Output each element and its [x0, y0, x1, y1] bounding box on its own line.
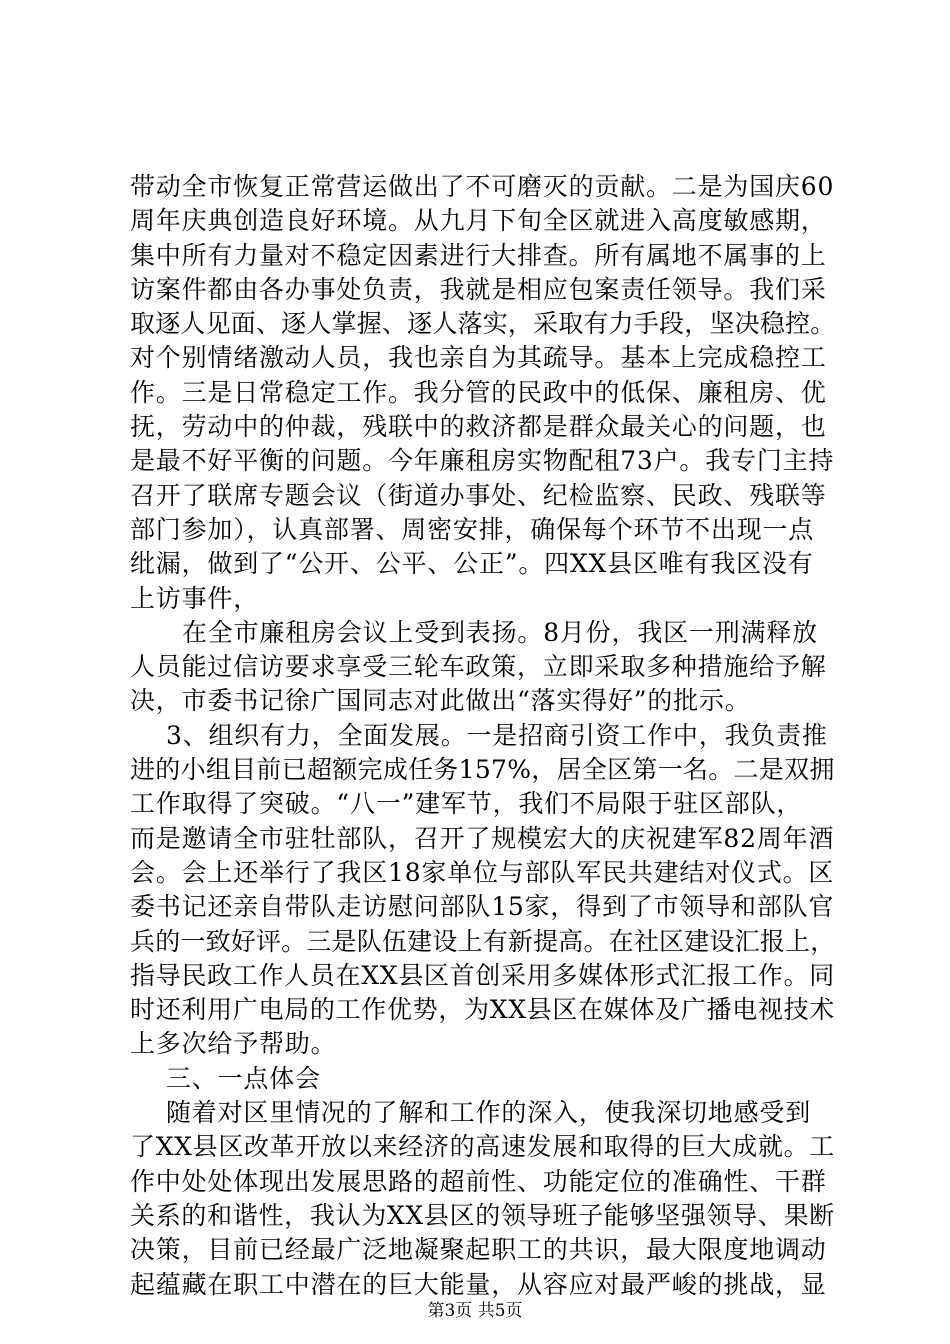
text-line: 会。会上还举行了我区18家单位与部队军民共建结对仪式。区: [130, 857, 835, 887]
text-line: 纰漏，做到了“公开、公平、公正”。四XX县区唯有我区没有: [130, 549, 814, 579]
text-line: 决策，目前已经最广泛地凝聚起职工的共识，最大限度地调动: [130, 1235, 827, 1265]
text-line: 访案件都由各办事处负责，我就是相应包案责任领导。我们采: [130, 274, 827, 304]
text-line: 人员能过信访要求享受三轮车政策，立即采取多种措施给予解: [130, 652, 827, 682]
text-line: 作中处处体现出发展思路的超前性、功能定位的准确性、干群: [130, 1166, 827, 1196]
text-line: 工作取得了突破。“八一”建军节，我们不局限于驻区部队，: [130, 789, 803, 819]
text-line: 起蕴藏在职工中潜在的巨大能量，从容应对最严峻的挑战，显: [130, 1269, 827, 1299]
text-line: 集中所有力量对不稳定因素进行大排查。所有属地不属事的上: [130, 240, 827, 270]
text-line: 是最不好平衡的问题。今年廉租房实物配租73户。我专门主持: [130, 446, 835, 476]
text-line: 随着对区里情况的了解和工作的深入，使我深切地感受到: [166, 1098, 812, 1128]
text-line: 3、组织有力，全面发展。一是招商引资工作中，我负责推: [166, 720, 828, 750]
text-line: 时还利用广电局的工作优势，为XX县区在媒体及广播电视技术: [130, 995, 835, 1025]
text-line: 委书记还亲自带队走访慰问部队15家，得到了市领导和部队官: [130, 892, 835, 922]
text-line: 召开了联席专题会议（街道办事处、纪检监察、民政、残联等: [130, 480, 827, 510]
text-line: 三、一点体会: [166, 1063, 321, 1093]
page-number-footer: 第3页 共5页: [427, 1301, 523, 1321]
text-line: 而是邀请全市驻牡部队，召开了规模宏大的庆祝建军82周年酒: [130, 823, 835, 853]
text-line: 上访事件，: [130, 583, 260, 613]
text-line: 作。三是日常稳定工作。我分管的民政中的低保、廉租房、优: [130, 377, 827, 407]
document-body: [130, 170, 835, 1302]
text-line: 上多次给予帮助。: [130, 1029, 337, 1059]
text-line: 指导民政工作人员在XX县区首创采用多媒体形式汇报工作。同: [130, 960, 835, 990]
text-line: 带动全市恢复正常营运做出了不可磨灭的贡献。二是为国庆60: [130, 172, 835, 201]
text-line: 抚，劳动中的仲裁，残联中的救济都是群众最关心的问题，也: [130, 412, 827, 442]
text-line: 取逐人见面、逐人掌握、逐人落实，采取有力手段，坚决稳控。: [130, 309, 836, 339]
text-line: 关系的和谐性，我认为XX县区的领导班子能够坚强领导、果断: [130, 1200, 835, 1230]
text-line: 在全市廉租房会议上受到表扬。8月份，我区一刑满释放: [182, 617, 818, 647]
text-line: 了XX县区改革开放以来经济的高速发展和取得的巨大成就。工: [130, 1132, 835, 1162]
text-line: 决，市委书记徐广国同志对此做出“落实得好”的批示。: [130, 686, 751, 716]
text-line: 周年庆典创造良好环境。从九月下旬全区就进入高度敏感期，: [130, 206, 827, 236]
text-line: 兵的一致好评。三是队伍建设上有新提高。在社区建设汇报上，: [130, 926, 836, 956]
text-line: 进的小组目前已超额完成任务157%，居全区第一名。二是双拥: [130, 755, 835, 785]
text-line: 对个别情绪激动人员，我也亲自为其疏导。基本上完成稳控工: [130, 343, 827, 373]
text-line: 部门参加），认真部署、周密安排，确保每个环节不出现一点: [130, 514, 815, 544]
